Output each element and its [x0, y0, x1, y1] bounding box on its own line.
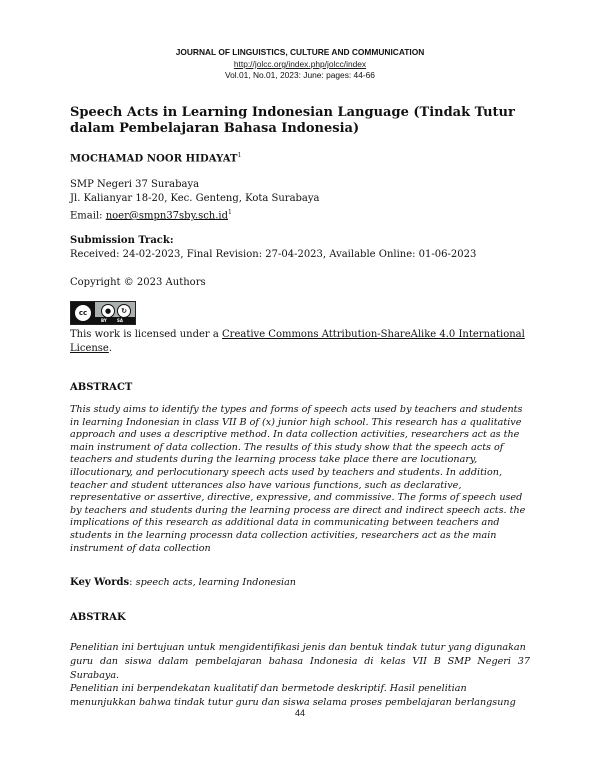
abstract-line: instrument of data collection [70, 542, 211, 554]
copyright-text: Copyright © 2023 Authors [70, 277, 206, 288]
abstrak-line: Penelitian ini berpendekatan kualitatif dan bermetode deskriptif. Hasil penelitian [70, 683, 467, 695]
abstract-line: by teachers and students during the learning process are direct and indirect speech acts. the [70, 504, 526, 516]
abstract-body [70, 404, 530, 555]
author-name-text: MOCHAMAD NOOR HIDAYAT [70, 153, 238, 165]
cc-license-badge[interactable] [70, 301, 136, 325]
submission-heading: Submission Track: [70, 235, 174, 246]
abstract-line: This study aims to identify the types and forms of speech acts used by teachers and students [70, 404, 523, 415]
sharealike-icon: ↻ [117, 304, 131, 318]
author-email-line [70, 206, 232, 223]
keywords-separator: : [129, 577, 136, 588]
abstract-line: teacher and student utterances also have various functions, such as declarative, [70, 479, 462, 491]
license-statement [70, 328, 530, 356]
abstract-line: approach and uses a descriptive method. In data collection activities, researchers act as the [70, 429, 520, 441]
journal-url-link[interactable]: http://jolcc.org/index.php/jolcc/index [233, 59, 367, 69]
abstract-line: students in the learning processn data collection activities, researchers act as the main [70, 529, 497, 541]
abstract-heading: ABSTRACT [70, 382, 133, 393]
abstrak-heading: ABSTRAK [70, 612, 126, 623]
keywords-value: speech acts, learning Indonesian [135, 577, 296, 588]
journal-name: JOURNAL OF LINGUISTICS, CULTURE AND COMMUNICATION [175, 47, 425, 57]
submission-dates: Received: 24-02-2023, Final Revision: 27-04-2023, Available Online: 01-06-2023 [70, 249, 477, 260]
journal-volume: Vol.01, No.01, 2023: June: pages: 44-66 [225, 70, 375, 80]
email-label: Email: [70, 210, 106, 222]
abstrak-body [70, 641, 530, 710]
abstract-line: teachers and students during the learning process take place there are locutionary, [70, 454, 478, 466]
cc-icon: cc [74, 304, 92, 322]
journal-url-line [0, 59, 600, 70]
abstract-line: main instrument of data collection. The results of this study show that the speech acts of [70, 441, 504, 453]
license-prefix: This work is licensed under a [70, 329, 223, 340]
author-address: Jl. Kalianyar 18-20, Kec. Genteng, Kota Surabaya [70, 193, 320, 204]
author-name [70, 152, 242, 164]
page-number: 44 [294, 708, 305, 718]
abstract-line: implications of this research as additional data in communicating between teachers and [70, 517, 500, 529]
abstrak-line: guru dan siswa dalam pembelajaran bahasa Indonesia di kelas VII B SMP Negeri 37 Surabaya. [70, 655, 530, 681]
license-link[interactable]: Creative Commons Attribution-ShareAlike 4.0 International License [70, 329, 525, 354]
author-affiliation: SMP Negeri 37 Surabaya [70, 179, 200, 190]
abstract-line: in learning Indonesian in class VII B of (x) junior high school. This research has a qualitative [70, 416, 522, 428]
abstract-line: representative or assertive, directive, expressive, and commissive. The forms of speech used [70, 492, 523, 504]
keywords-line [70, 577, 296, 588]
abstrak-line: Penelitian ini bertujuan untuk mengidentifikasi jenis dan bentuk tindak tutur yang digunakan [70, 642, 526, 653]
email-link[interactable]: noer@smpn37sby.sch.id [105, 210, 229, 222]
author-sup: 1 [237, 152, 242, 159]
abstrak-line: menunjukkan bahwa tindak tutur guru dan siswa selama proses pembelajaran berlangsung [70, 697, 516, 709]
email-sup: 1 [228, 209, 232, 216]
badge-by-label: BY [101, 318, 107, 323]
paper-title: Speech Acts in Learning Indonesian Language (Tindak Tutur dalam Pembelajaran Bahasa Indonesia) [70, 105, 515, 136]
license-suffix: . [108, 343, 113, 354]
abstract-line: illocutionary, and perlocutionary speech acts used by teachers and students. In addition, [70, 466, 503, 478]
badge-sa-label: SA [117, 318, 123, 323]
cc-badge-strip [95, 317, 135, 324]
keywords-label: Key Words [70, 577, 130, 588]
attribution-icon: ● [101, 304, 115, 318]
